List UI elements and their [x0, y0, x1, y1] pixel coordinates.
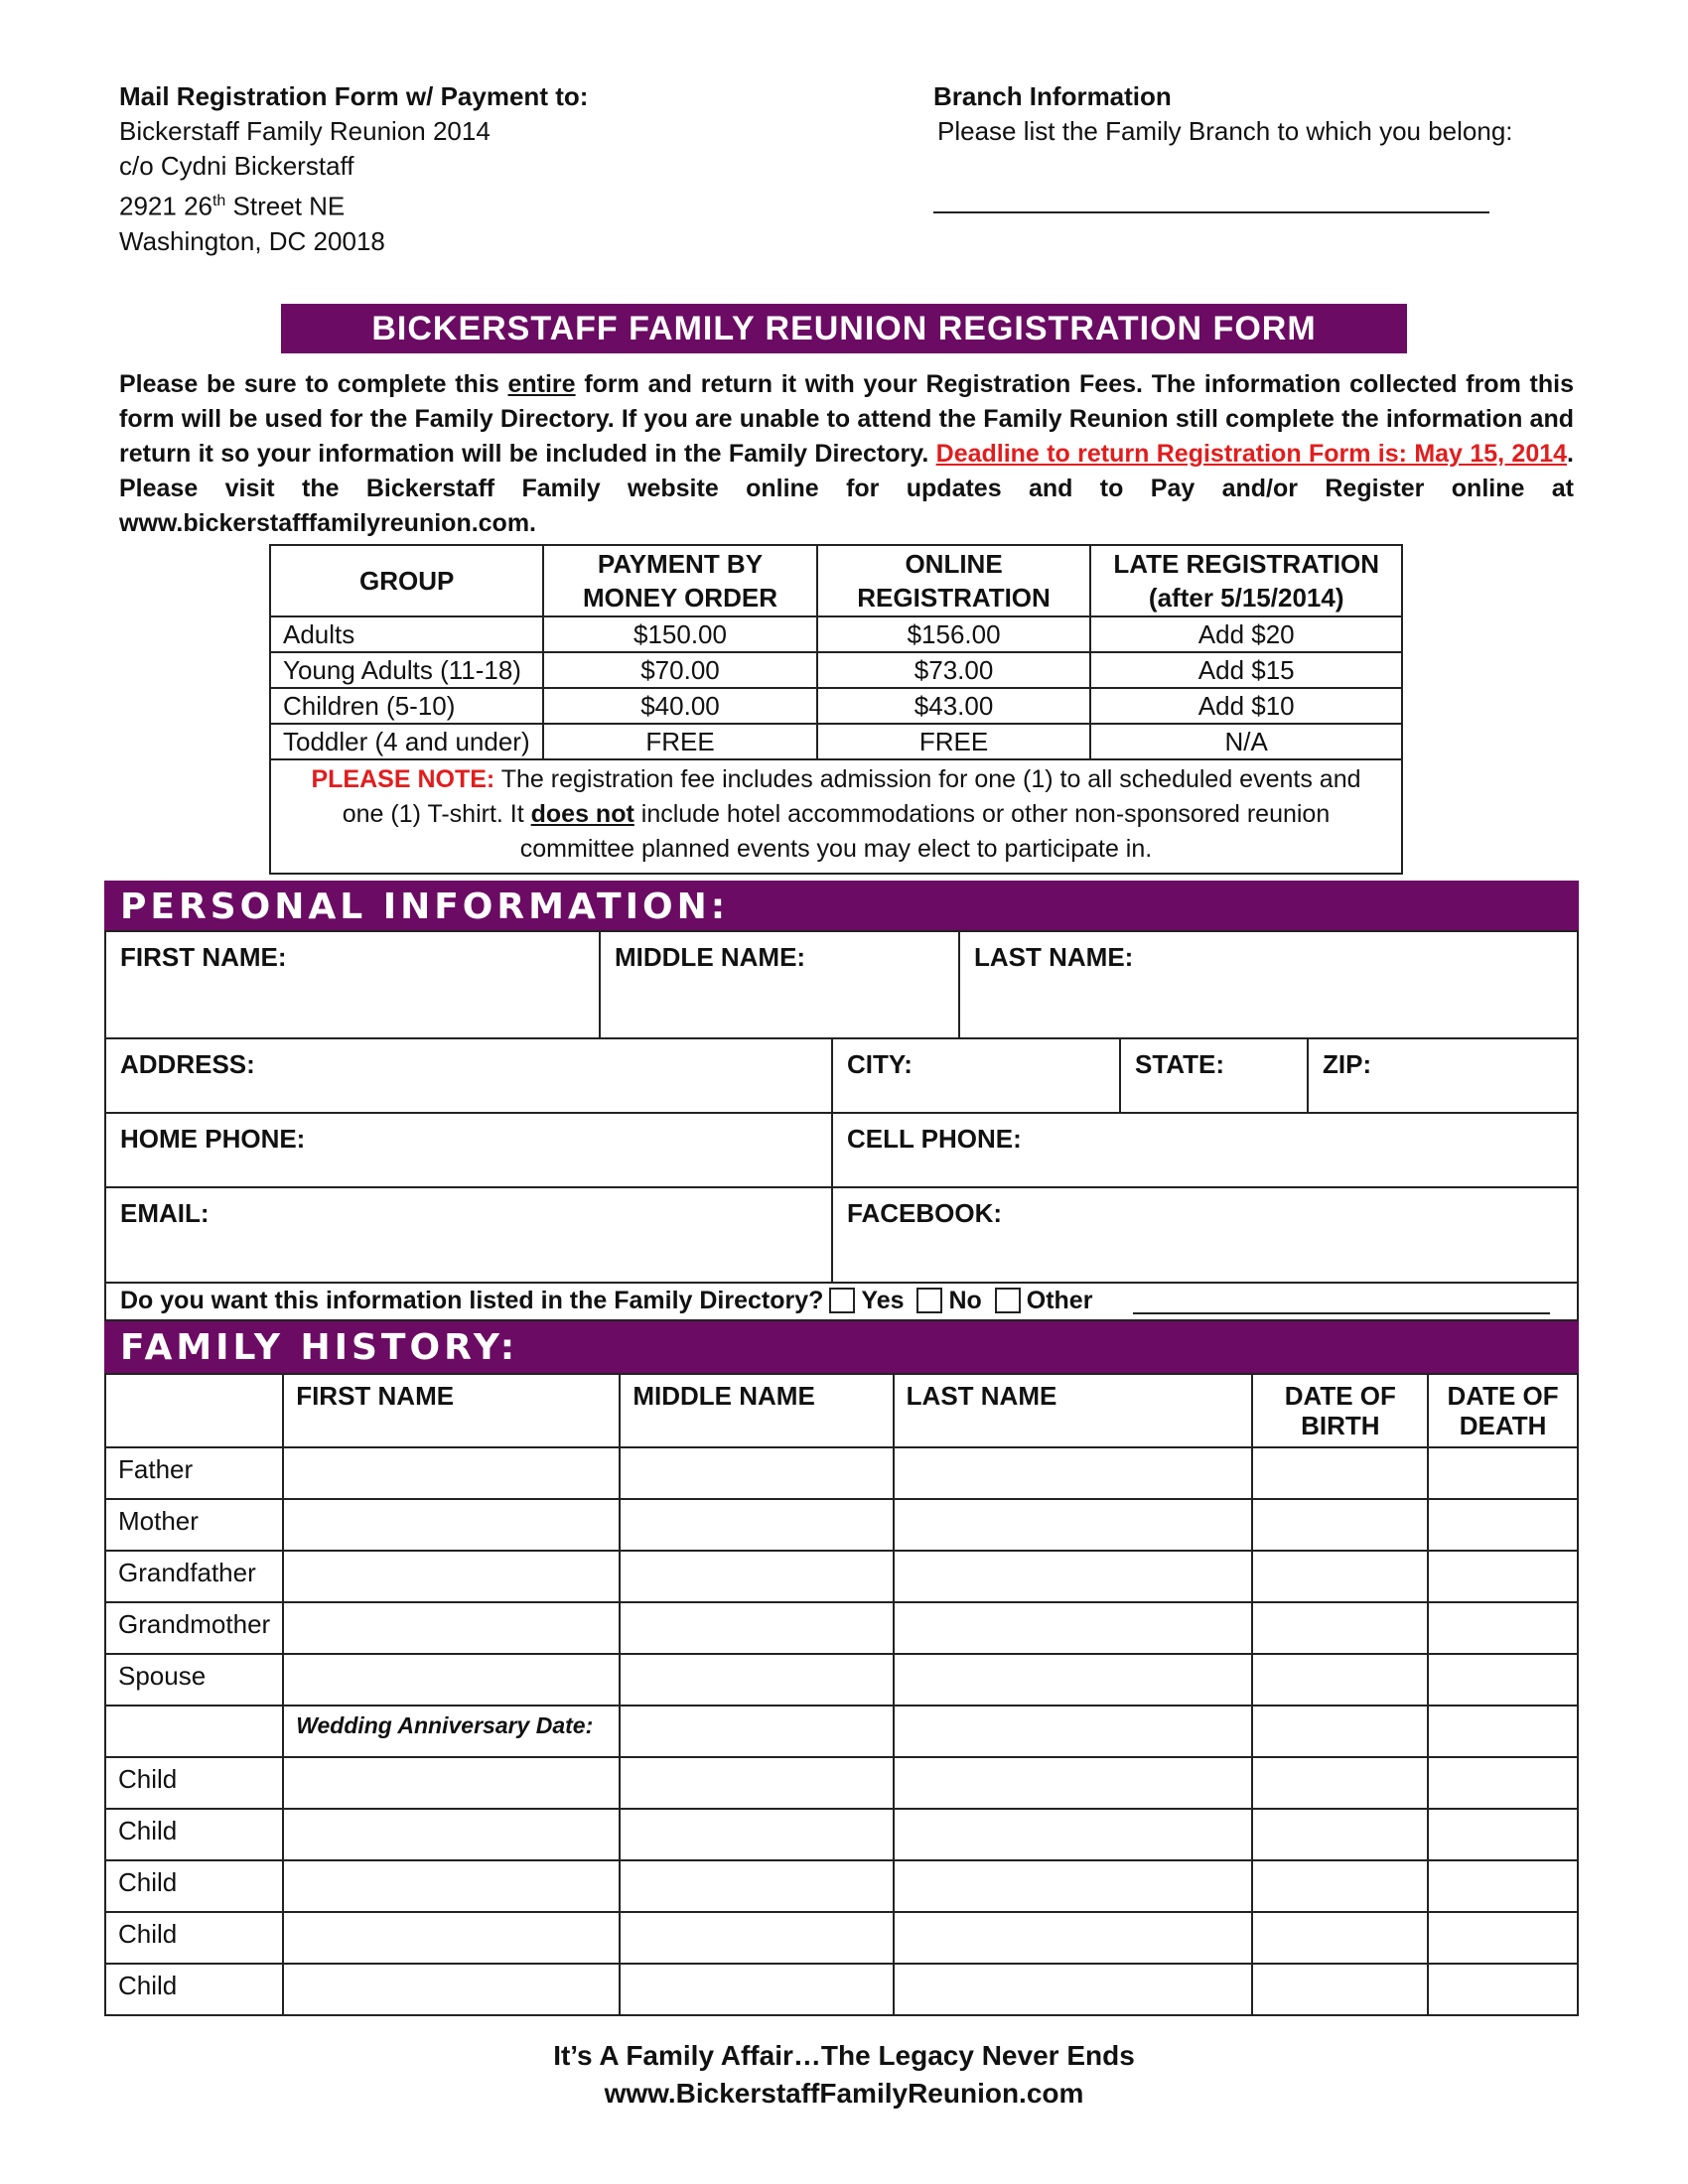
yes-checkbox[interactable] — [829, 1288, 855, 1313]
address-field[interactable]: ADDRESS: — [106, 1039, 833, 1114]
family-row: Child — [105, 1757, 1578, 1809]
intro-paragraph: Please be sure to complete this entire form and return it with your Registration Fees. The information collected from this form will be used for the Family Directory. If you are unable to attend the Family Reunion still complete the information and return it so your information will be included in the Family Directory. Deadline to return Registration Form is: May 15, 2014. Please visit the Bickerstaff Family website online for updates and to Pay and/or Register online at www.bickerstafffamilyreunion.com. — [119, 370, 1574, 537]
fee-note: PLEASE NOTE: The registration fee includes admission for one (1) to all scheduled events and one (1) T-shirt. It does not include hotel accommodations or other non-sponsored reunion committee planned events you may elect to participate in. — [270, 759, 1402, 874]
mail-heading: Mail Registration Form w/ Payment to: — [119, 81, 589, 111]
mail-line-2: c/o Cydni Bickerstaff — [119, 151, 354, 181]
col-date-of-birth: DATE OF BIRTH — [1252, 1374, 1428, 1447]
col-first-name: FIRST NAME — [283, 1374, 620, 1447]
family-row: Father — [105, 1447, 1578, 1499]
fee-row: Young Adults (11-18) $70.00 $73.00 Add $15 — [270, 652, 1402, 688]
city-field[interactable]: CITY: — [833, 1039, 1121, 1114]
family-row: Mother — [105, 1499, 1578, 1551]
branch-prompt: Please list the Family Branch to which you belong: — [937, 116, 1513, 146]
branch-block — [933, 79, 1513, 149]
email-field[interactable]: EMAIL: — [106, 1188, 833, 1284]
facebook-field[interactable]: FACEBOOK: — [833, 1188, 1579, 1284]
last-name-field[interactable]: LAST NAME: — [960, 932, 1579, 1039]
branch-input-line[interactable] — [933, 211, 1489, 213]
fee-table — [269, 544, 1403, 875]
anniversary-row — [105, 1706, 1578, 1757]
col-last-name: LAST NAME — [894, 1374, 1253, 1447]
fee-row: Children (5-10) $40.00 $43.00 Add $10 — [270, 688, 1402, 724]
footer — [0, 2037, 1688, 2113]
family-row: Spouse — [105, 1654, 1578, 1706]
fee-col-online: ONLINE REGISTRATION — [817, 545, 1091, 616]
cell-phone-field[interactable]: CELL PHONE: — [833, 1114, 1579, 1188]
first-name-field[interactable]: FIRST NAME: — [106, 932, 601, 1039]
col-date-of-death: DATE OF DEATH — [1428, 1374, 1578, 1447]
family-row: Child — [105, 1964, 1578, 2015]
deadline-text: Deadline to return Registration Form is: May 15, 2014 — [935, 440, 1568, 468]
mail-block — [119, 79, 588, 259]
other-input-line[interactable] — [1133, 1312, 1550, 1314]
fee-row: Adults $150.00 $156.00 Add $20 — [270, 616, 1402, 652]
family-row: Grandmother — [105, 1602, 1578, 1654]
family-history-table — [104, 1373, 1579, 2016]
fee-col-group: GROUP — [270, 545, 543, 616]
other-checkbox[interactable] — [995, 1288, 1021, 1313]
form-title: BICKERSTAFF FAMILY REUNION REGISTRATION FORM — [281, 304, 1407, 353]
family-row: Child — [105, 1912, 1578, 1964]
mail-line-3: 2921 26th Street NE — [119, 191, 346, 221]
fee-header-row — [270, 545, 1402, 616]
fee-col-late: LATE REGISTRATION (after 5/15/2014) — [1090, 545, 1402, 616]
mail-line-1: Bickerstaff Family Reunion 2014 — [119, 116, 491, 146]
home-phone-field[interactable]: HOME PHONE: — [106, 1114, 833, 1188]
personal-info-box — [104, 930, 1579, 1321]
footer-tagline: It’s A Family Affair…The Legacy Never Ends — [553, 2040, 1135, 2071]
personal-info-heading: PERSONAL INFORMATION: — [104, 881, 1579, 932]
family-row: Child — [105, 1809, 1578, 1860]
family-history-heading: FAMILY HISTORY: — [104, 1321, 1579, 1373]
zip-field[interactable]: ZIP: — [1309, 1039, 1579, 1114]
wedding-anniversary-label: Wedding Anniversary Date: — [283, 1706, 620, 1757]
col-middle-name: MIDDLE NAME — [620, 1374, 893, 1447]
mail-line-4: Washington, DC 20018 — [119, 225, 385, 256]
middle-name-field[interactable]: MIDDLE NAME: — [601, 932, 960, 1039]
family-header-row — [105, 1374, 1578, 1447]
family-row: Child — [105, 1860, 1578, 1912]
branch-heading: Branch Information — [933, 81, 1172, 111]
fee-row: Toddler (4 and under) FREE FREE N/A — [270, 724, 1402, 759]
family-row: Grandfather — [105, 1551, 1578, 1602]
fee-note-row — [270, 759, 1402, 874]
fee-col-money-order: PAYMENT BY MONEY ORDER — [543, 545, 816, 616]
state-field[interactable]: STATE: — [1121, 1039, 1309, 1114]
no-checkbox[interactable] — [916, 1288, 942, 1313]
directory-question: Do you want this information listed in the Family Directory? Yes No Other — [120, 1287, 1093, 1314]
footer-website: www.BickerstaffFamilyReunion.com — [604, 2078, 1084, 2109]
